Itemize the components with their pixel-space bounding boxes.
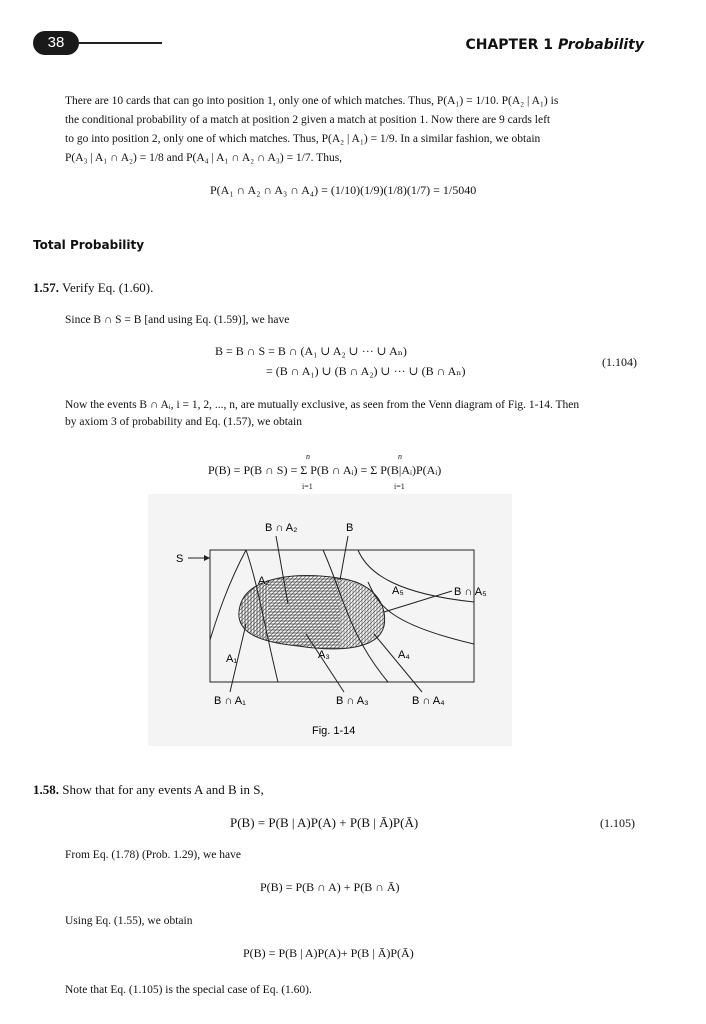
problem-158-heading — [33, 782, 264, 798]
equation-number-1105: (1.105) — [600, 816, 635, 830]
label-b-cap-a4: B ∩ A₄ — [412, 695, 445, 707]
sum-upper-limit-2: n — [398, 452, 402, 461]
sum-lower-limit-2: i=1 — [394, 482, 405, 491]
problem-157-eq-line-1: B = B ∩ S = B ∩ (A₁ ∪ A₂ ∪ ··· ∪ Aₙ) — [215, 344, 407, 358]
problem-157-statement: Verify Eq. (1.60). — [62, 280, 154, 295]
intro-line-4: P(A₃ | A₁ ∩ A₂) = 1/8 and P(A₄ | A₁ ∩ A₂ ∩ A₃) = 1/7. Thus, — [65, 152, 343, 164]
label-a1: A₁ — [226, 653, 238, 665]
running-header — [465, 37, 644, 53]
sum-upper-limit-1: n — [306, 452, 310, 461]
problem-158-eq-1: P(B) = P(B ∩ A) + P(B ∩ Ā) — [260, 880, 400, 894]
problem-158-note: Note that Eq. (1.105) is the special case of Eq. (1.60). — [65, 984, 312, 996]
chapter-title: Probability — [557, 37, 644, 53]
problem-158-main-equation: P(B) = P(B | A)P(A) + P(B | Ā)P(Ā) — [230, 815, 419, 830]
label-b-cap-a2: B ∩ A₂ — [265, 522, 298, 534]
intro-line-1: There are 10 cards that can go into position 1, only one of which matches. Thus, P(A₁) = 1/10. P(A₂ | A₁) is — [65, 95, 559, 107]
problem-157-text-1: Since B ∩ S = B [and using Eq. (1.59)], we have — [65, 314, 290, 326]
page-number: 38 — [47, 34, 65, 51]
label-b-cap-a5: B ∩ A₅ — [454, 586, 487, 598]
section-title: Total Probability — [33, 238, 145, 252]
label-a4: A₄ — [398, 649, 410, 661]
problem-157-text-2-line-1: Now the events B ∩ Aᵢ, i = 1, 2, ..., n, are mutually exclusive, as seen from the Venn diagram of Fig. 1-14. Then — [65, 399, 580, 411]
label-b-cap-a1: B ∩ A₁ — [214, 695, 246, 707]
problem-157-number: 1.57. — [33, 280, 59, 295]
label-a3: A₃ — [318, 649, 330, 661]
equation-number-1104: (1.104) — [602, 355, 637, 369]
label-a5: A₅ — [392, 585, 404, 597]
label-s: S — [176, 553, 184, 565]
chapter-label: CHAPTER 1 — [465, 37, 554, 53]
intro-line-3: to go into position 2, only one of which matches. Thus, P(A₂ | A₁) = 1/9. In a similar fashion, we obtain — [65, 133, 541, 145]
header-rule — [78, 42, 162, 44]
label-b-cap-a3: B ∩ A₃ — [336, 695, 369, 707]
problem-158-statement: Show that for any events A and B in S, — [62, 782, 264, 797]
problem-158-text-1: From Eq. (1.78) (Prob. 1.29), we have — [65, 849, 241, 861]
problem-158-text-2: Using Eq. (1.55), we obtain — [65, 915, 193, 927]
total-probability-equation: P(B) = P(B ∩ S) = Σ P(B ∩ Aᵢ) = Σ P(B|Aᵢ)P(Aᵢ) — [208, 463, 442, 477]
problem-158-eq-2: P(B) = P(B | A)P(A)+ P(B | Ā)P(Ā) — [243, 946, 414, 960]
sum-lower-limit-1: i=1 — [302, 482, 313, 491]
problem-158-number: 1.58. — [33, 782, 59, 797]
label-a2: A₂ — [258, 575, 270, 587]
venn-diagram-figure — [148, 494, 512, 746]
label-b: B — [346, 522, 354, 534]
intro-equation: P(A₁ ∩ A₂ ∩ A₃ ∩ A₄) = (1/10)(1/9)(1/8)(1/7) = 1/5040 — [210, 183, 477, 197]
intro-line-2: the conditional probability of a match at position 2 given a match at position 1. Now there are 9 cards left — [65, 114, 551, 126]
problem-157-heading — [33, 280, 153, 296]
problem-157-eq-line-2: = (B ∩ A₁) ∪ (B ∩ A₂) ∪ ··· ∪ (B ∩ Aₙ) — [266, 364, 466, 378]
problem-157-text-2-line-2: by axiom 3 of probability and Eq. (1.57), we obtain — [65, 416, 302, 428]
figure-caption: Fig. 1-14 — [312, 725, 356, 737]
